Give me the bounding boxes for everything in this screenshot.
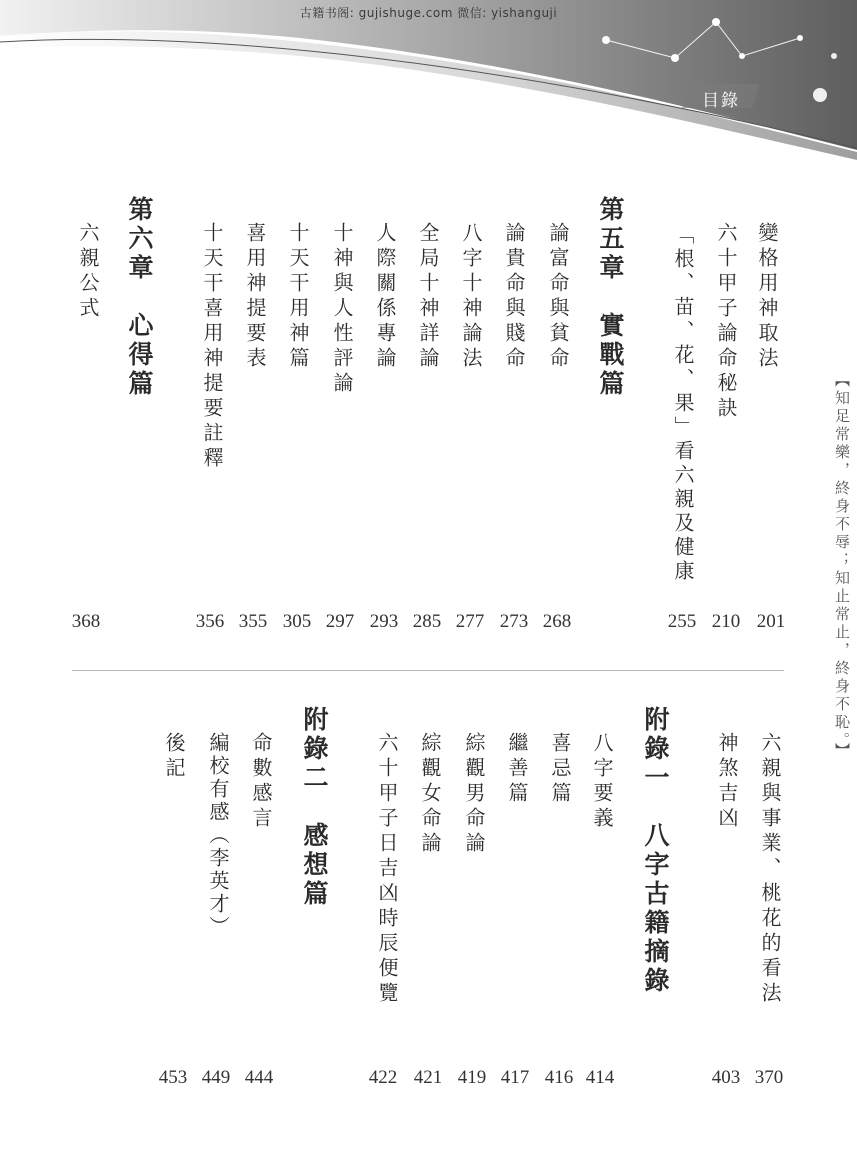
toc-entry-title: 十天干喜用神提要註釋 bbox=[200, 222, 224, 472]
toc-entry-title: 編校有感（李英才） bbox=[206, 732, 230, 939]
toc-entry-title: 六十甲子論命秘訣 bbox=[714, 222, 738, 422]
toc-entry-title: 論富命與貧命 bbox=[546, 222, 570, 372]
watermark-text: 古籍书阁: gujishuge.com 微信: yishanguji bbox=[299, 6, 558, 20]
toc-entry-title: 全局十神詳論 bbox=[416, 222, 440, 372]
toc-entry-title: 「根、苗、花、果」看六親及健康 bbox=[671, 224, 695, 584]
toc-entry-title: 喜用神提要表 bbox=[243, 222, 267, 372]
toc-entry-page: 419 bbox=[457, 1067, 487, 1088]
toc-entry-page: 293 bbox=[369, 611, 399, 632]
toc-entry-page: 421 bbox=[413, 1067, 443, 1088]
toc-entry-page: 417 bbox=[500, 1067, 530, 1088]
section-tab-label: 目錄 bbox=[702, 91, 740, 111]
toc-entry-title: 論貴命與賤命 bbox=[502, 222, 526, 372]
toc-entry-page: 403 bbox=[711, 1067, 741, 1088]
toc-entry-page: 255 bbox=[667, 611, 697, 632]
header-decoration bbox=[0, 0, 857, 160]
section-divider bbox=[72, 670, 784, 671]
appendix-2-heading: 附錄二 感想篇 bbox=[300, 706, 329, 909]
toc-entry-page: 449 bbox=[201, 1067, 231, 1088]
appendix-1-heading: 附錄一 八字古籍摘錄 bbox=[641, 706, 670, 996]
side-quote: 【知足常樂，終身不辱；知止常止，終身不恥。】 bbox=[833, 372, 851, 761]
toc-entry-title: 繼善篇 bbox=[505, 732, 529, 807]
toc-entry-title: 八字十神論法 bbox=[459, 222, 483, 372]
toc-entry-page: 368 bbox=[71, 611, 101, 632]
toc-entry-page: 422 bbox=[368, 1067, 398, 1088]
toc-entry-page: 201 bbox=[756, 611, 786, 632]
toc-entry-title: 變格用神取法 bbox=[755, 222, 779, 372]
toc-entry-page: 355 bbox=[238, 611, 268, 632]
toc-entry-title: 十天干用神篇 bbox=[286, 222, 310, 372]
toc-entry-page: 356 bbox=[195, 611, 225, 632]
toc-entry-page: 416 bbox=[544, 1067, 574, 1088]
toc-entry-title: 八字要義 bbox=[590, 732, 614, 832]
toc-entry-page: 370 bbox=[754, 1067, 784, 1088]
toc-entry-title: 六十甲子日吉凶時辰便覽 bbox=[375, 732, 399, 1007]
toc-entry-title: 後記 bbox=[162, 732, 186, 782]
toc-entry-title: 神煞吉凶 bbox=[715, 732, 739, 832]
toc-entry-page: 444 bbox=[244, 1067, 274, 1088]
toc-entry-page: 268 bbox=[542, 611, 572, 632]
toc-entry-title: 綜觀女命論 bbox=[418, 732, 442, 857]
toc-entry-page: 453 bbox=[158, 1067, 188, 1088]
toc-entry-title: 六親與事業、桃花的看法 bbox=[758, 732, 782, 1007]
toc-entry-title: 人際關係專論 bbox=[373, 222, 397, 372]
toc-entry-page: 297 bbox=[325, 611, 355, 632]
chapter-6-heading: 第六章 心得篇 bbox=[125, 196, 154, 399]
toc-entry-page: 273 bbox=[499, 611, 529, 632]
toc-entry-page: 414 bbox=[585, 1067, 615, 1088]
toc-entry-page: 277 bbox=[455, 611, 485, 632]
toc-entry-title: 綜觀男命論 bbox=[462, 732, 486, 857]
toc-entry-title: 喜忌篇 bbox=[548, 732, 572, 807]
toc-entry-title: 命數感言 bbox=[249, 732, 273, 832]
toc-entry-page: 285 bbox=[412, 611, 442, 632]
chapter-5-heading: 第五章 實戰篇 bbox=[596, 196, 625, 399]
toc-entry-page: 305 bbox=[282, 611, 312, 632]
toc-entry-page: 210 bbox=[711, 611, 741, 632]
toc-entry-title: 六親公式 bbox=[76, 222, 100, 322]
toc-entry-title: 十神與人性評論 bbox=[330, 222, 354, 397]
